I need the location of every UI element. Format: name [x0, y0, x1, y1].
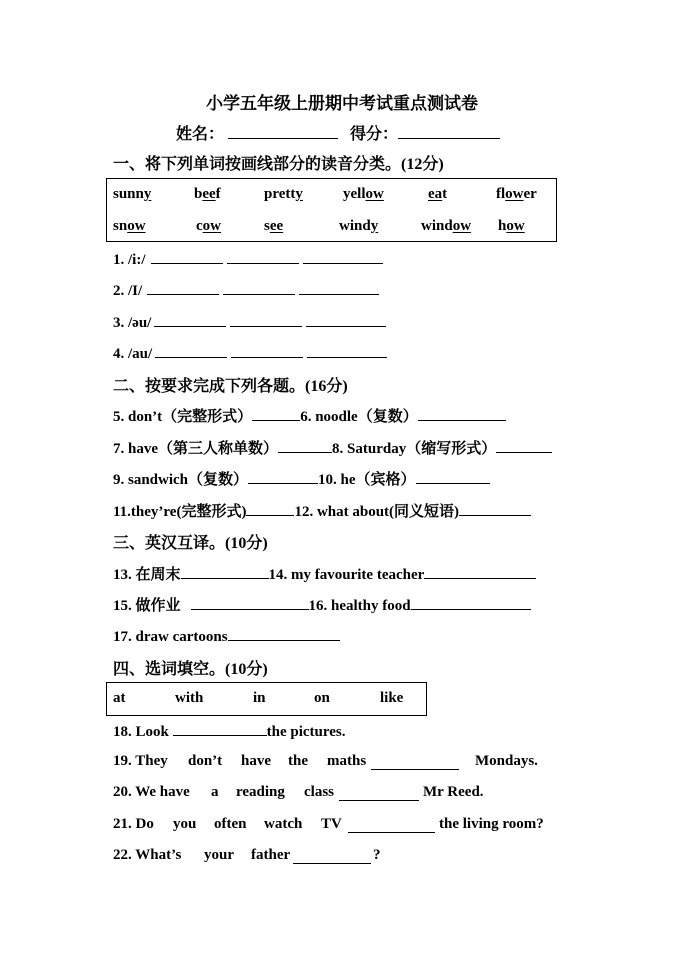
answer-blank[interactable]: [306, 312, 386, 327]
question-1: 1. /i:/: [113, 249, 383, 269]
name-blank[interactable]: [228, 124, 338, 139]
score-label: 得分：: [350, 126, 399, 143]
answer-blank[interactable]: [418, 406, 506, 421]
word-box-1: [106, 178, 557, 242]
answer-blank[interactable]: [416, 469, 490, 484]
question-11-12: 11.they’re(完整形式) 12. what about(同义短语): [113, 500, 531, 521]
word-window: window: [421, 218, 472, 234]
answer-blank[interactable]: [411, 595, 531, 610]
answer-blank[interactable]: [147, 280, 219, 295]
answer-blank[interactable]: [424, 564, 536, 579]
question-3: 3. /əu/: [113, 312, 386, 332]
question-2: 2. /I/: [113, 280, 379, 300]
section1-heading: 一、将下列单词按画线部分的读音分类。(12分): [113, 156, 444, 173]
question-18: 18. Look the pictures.: [113, 721, 346, 741]
answer-blank[interactable]: [348, 818, 435, 833]
word-beef: beef: [194, 186, 221, 202]
answer-blank[interactable]: [155, 343, 227, 358]
answer-blank[interactable]: [303, 249, 383, 264]
question-9-10: 9. sandwich（复数） 10. he（宾格）: [113, 468, 490, 489]
answer-blank[interactable]: [151, 249, 223, 264]
answer-blank[interactable]: [252, 406, 300, 421]
word-yellow: yellow: [343, 186, 384, 202]
word-cow: cow: [196, 218, 222, 234]
answer-blank[interactable]: [191, 595, 309, 610]
answer-blank[interactable]: [339, 786, 419, 801]
word-sunny: sunny: [113, 186, 152, 202]
answer-blank[interactable]: [278, 438, 332, 453]
word-flower: flower: [496, 186, 537, 202]
word-eat: eat: [428, 186, 448, 202]
question-4: 4. /au/: [113, 343, 387, 363]
word-see: see: [264, 218, 284, 234]
section4-heading: 四、选词填空。(10分): [113, 661, 268, 678]
word-pretty: pretty: [264, 186, 303, 202]
section3-heading: 三、英汉互译。(10分): [113, 535, 268, 552]
option-on: on: [314, 690, 330, 706]
answer-blank[interactable]: [223, 280, 295, 295]
answer-blank[interactable]: [173, 721, 267, 736]
answer-blank[interactable]: [228, 626, 340, 641]
score-blank[interactable]: [398, 124, 500, 139]
question-7-8: 7. have（第三人称单数） 8. Saturday（缩写形式）: [113, 437, 552, 458]
answer-blank[interactable]: [307, 343, 387, 358]
answer-blank[interactable]: [248, 469, 318, 484]
word-windy: windy: [339, 218, 379, 234]
page-title: 小学五年级上册期中考试重点测试卷: [206, 94, 478, 113]
option-at: at: [113, 690, 126, 706]
option-with: with: [175, 690, 204, 706]
answer-blank[interactable]: [231, 343, 303, 358]
word-snow: snow: [113, 218, 146, 234]
question-5-6: 5. don’t（完整形式） 6. noodle（复数）: [113, 405, 506, 426]
option-in: in: [253, 690, 266, 706]
answer-blank[interactable]: [181, 564, 269, 579]
answer-blank[interactable]: [371, 755, 459, 770]
option-like: like: [380, 690, 404, 706]
name-label: 姓名：: [176, 126, 225, 143]
word-box-2: [106, 682, 427, 716]
answer-blank[interactable]: [299, 280, 379, 295]
question-17: 17. draw cartoons: [113, 626, 340, 646]
answer-blank[interactable]: [293, 849, 371, 864]
answer-blank[interactable]: [246, 501, 294, 516]
section2-heading: 二、按要求完成下列各题。(16分): [113, 378, 348, 395]
answer-blank[interactable]: [227, 249, 299, 264]
answer-blank[interactable]: [154, 312, 226, 327]
word-how: how: [498, 218, 525, 234]
answer-blank[interactable]: [459, 501, 531, 516]
answer-blank[interactable]: [496, 438, 552, 453]
question-13-14: 13. 在周末 14. my favourite teacher: [113, 563, 536, 584]
name-score-line: [176, 121, 500, 144]
question-15-16: 15. 做作业 16. healthy food: [113, 594, 531, 615]
answer-blank[interactable]: [230, 312, 302, 327]
